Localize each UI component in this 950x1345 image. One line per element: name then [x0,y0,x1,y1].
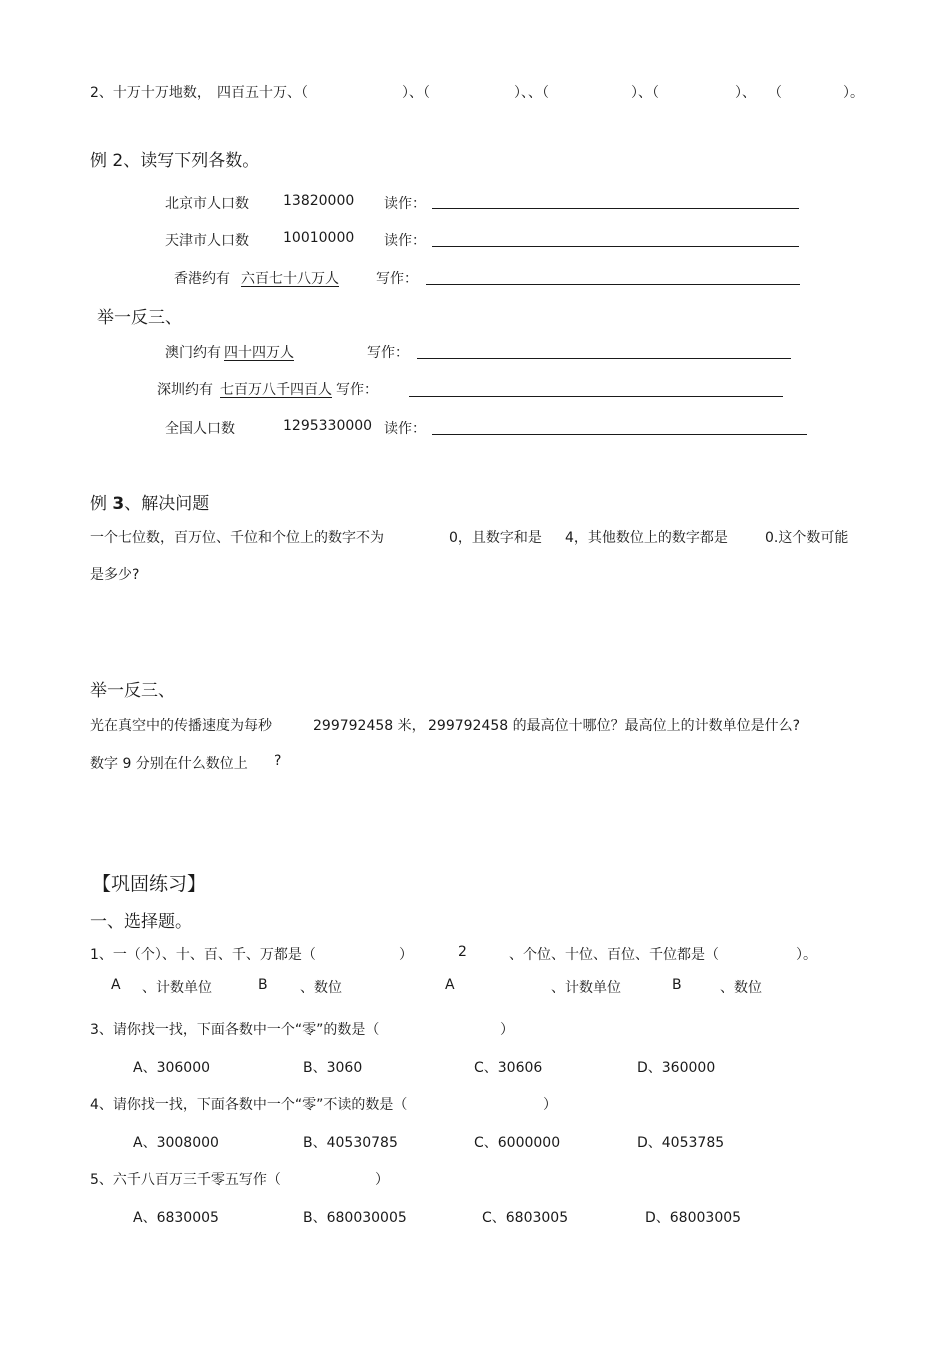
q1-option-b-letter[interactable]: B [258,977,268,993]
q1-option-a-text[interactable]: 、计数单位 [142,980,212,996]
example-3-text-a: 一个七位数，百万位、千位和个位上的数字不为 [90,530,384,546]
q2-sep5: （ [768,85,782,101]
practice-2-text-line2b: ? [274,753,282,769]
q3-close: ） [500,1022,514,1038]
macau-action: 写作： [367,345,409,361]
q3-option-c[interactable]: C、30606 [474,1060,543,1076]
q1-stem: 1、一（个）、十、百、千、万都是（ [90,947,316,963]
q1-option-b-text[interactable]: 、数位 [300,980,342,996]
example-3-text-b: 0，且数字和是 [449,530,542,546]
q2-start: 四百五十万、（ [217,85,308,101]
q2-end: ）。 [843,85,864,101]
q2-sep4: ）、 [735,85,756,101]
q3-stem: 3、请你找一找，下面各数中一个“零”的数是（ [90,1022,380,1038]
shenzhen-underlined: 七百万八千四百人 [220,382,332,398]
tianjin-answer-line[interactable] [432,246,799,247]
q3-option-a[interactable]: A、306000 [133,1060,211,1076]
hongkong-prefix: 香港约有 [174,271,230,287]
q2-option-a-text[interactable]: 、计数单位 [551,980,621,996]
beijing-answer-line[interactable] [432,208,799,209]
practice-2-heading: 举一反三、 [90,681,175,701]
q2-sep2: ）、、（ [514,85,549,101]
practice-2-text-line2a: 数字 9 分别在什么数位上 [90,756,248,772]
q1-close: ） [399,947,413,963]
example-2-heading [90,146,259,171]
q2-label: 2、十万十万地数， [90,85,211,101]
example-3-rest: 、解决问题 [124,494,210,514]
practice-2-text-c: 299792458 的最高位十哪位？最高位上的计数单位是什么? [428,718,801,734]
q3-option-d[interactable]: D、360000 [637,1060,716,1076]
q4-option-b[interactable]: B、40530785 [303,1135,398,1151]
q4-close: ） [543,1097,557,1113]
q2-sep3: ）、（ [631,85,659,101]
example-3-text-d: 0.这个数可能 [765,530,849,546]
q1-option-a-letter[interactable]: A [111,977,121,993]
example-3-heading [90,489,209,514]
q4-stem: 4、请你找一找，下面各数中一个“零”不读的数是（ [90,1097,408,1113]
example-3-text-c: 4，其他数位上的数字都是 [565,530,728,546]
practice-1-heading: 举一反三、 [97,308,182,328]
practice-2-text-b: 299792458 米， [313,718,426,734]
q3-option-b[interactable]: B、3060 [303,1060,363,1076]
tianjin-label: 天津市人口数 [165,233,249,249]
macau-answer-line[interactable] [417,358,791,359]
beijing-number: 13820000 [283,193,355,209]
q2-option-a-letter[interactable]: A [445,977,455,993]
beijing-label: 北京市人口数 [165,196,249,212]
q2-number: 2 [458,944,467,960]
section-choice-heading: 一、选择题。 [90,912,192,932]
q4-option-c[interactable]: C、6000000 [474,1135,561,1151]
shenzhen-prefix: 深圳约有 [157,382,213,398]
macau-prefix: 澳门约有 [165,345,221,361]
example-2-num: 2 [112,151,124,171]
tianjin-number: 10010000 [283,230,355,246]
example-2-rest: 、读写下列各数。 [123,151,260,171]
shenzhen-action: 写作： [336,382,378,398]
q5-close: ） [375,1172,389,1188]
q2-option-b-letter[interactable]: B [672,977,682,993]
q2-close: ）。 [796,947,817,963]
example-3-prefix: 例 [90,494,107,514]
tianjin-action: 读作： [384,233,426,249]
hongkong-underlined: 六百七十八万人 [241,271,339,287]
practice-2-text-a: 光在真空中的传播速度为每秒 [90,718,272,734]
hongkong-answer-line[interactable] [426,284,800,285]
q2-stem: 、个位、十位、百位、千位都是（ [509,947,719,963]
q5-option-d[interactable]: D、68003005 [645,1210,742,1226]
q4-option-d[interactable]: D、4053785 [637,1135,725,1151]
example-3-num: 3 [112,494,125,514]
q2-option-b-text[interactable]: 、数位 [720,980,762,996]
national-label: 全国人口数 [165,421,235,437]
national-action: 读作： [384,421,426,437]
consolidation-title: 【巩固练习】 [92,873,207,895]
q5-stem: 5、六千八百万三千零五写作（ [90,1172,281,1188]
q5-option-b[interactable]: B、680030005 [303,1210,407,1226]
q4-option-a[interactable]: A、3008000 [133,1135,219,1151]
q5-option-c[interactable]: C、6803005 [482,1210,569,1226]
national-answer-line[interactable] [432,434,807,435]
example-3-text-line2: 是多少? [90,567,140,583]
shenzhen-answer-line[interactable] [409,396,783,397]
national-number: 1295330000 [283,418,373,434]
q5-option-a[interactable]: A、6830005 [133,1210,219,1226]
hongkong-action: 写作： [376,271,418,287]
macau-underlined: 四十四万人 [224,345,294,361]
q2-sep1: ）、（ [402,85,430,101]
example-2-prefix: 例 [90,151,107,171]
beijing-action: 读作： [384,196,426,212]
